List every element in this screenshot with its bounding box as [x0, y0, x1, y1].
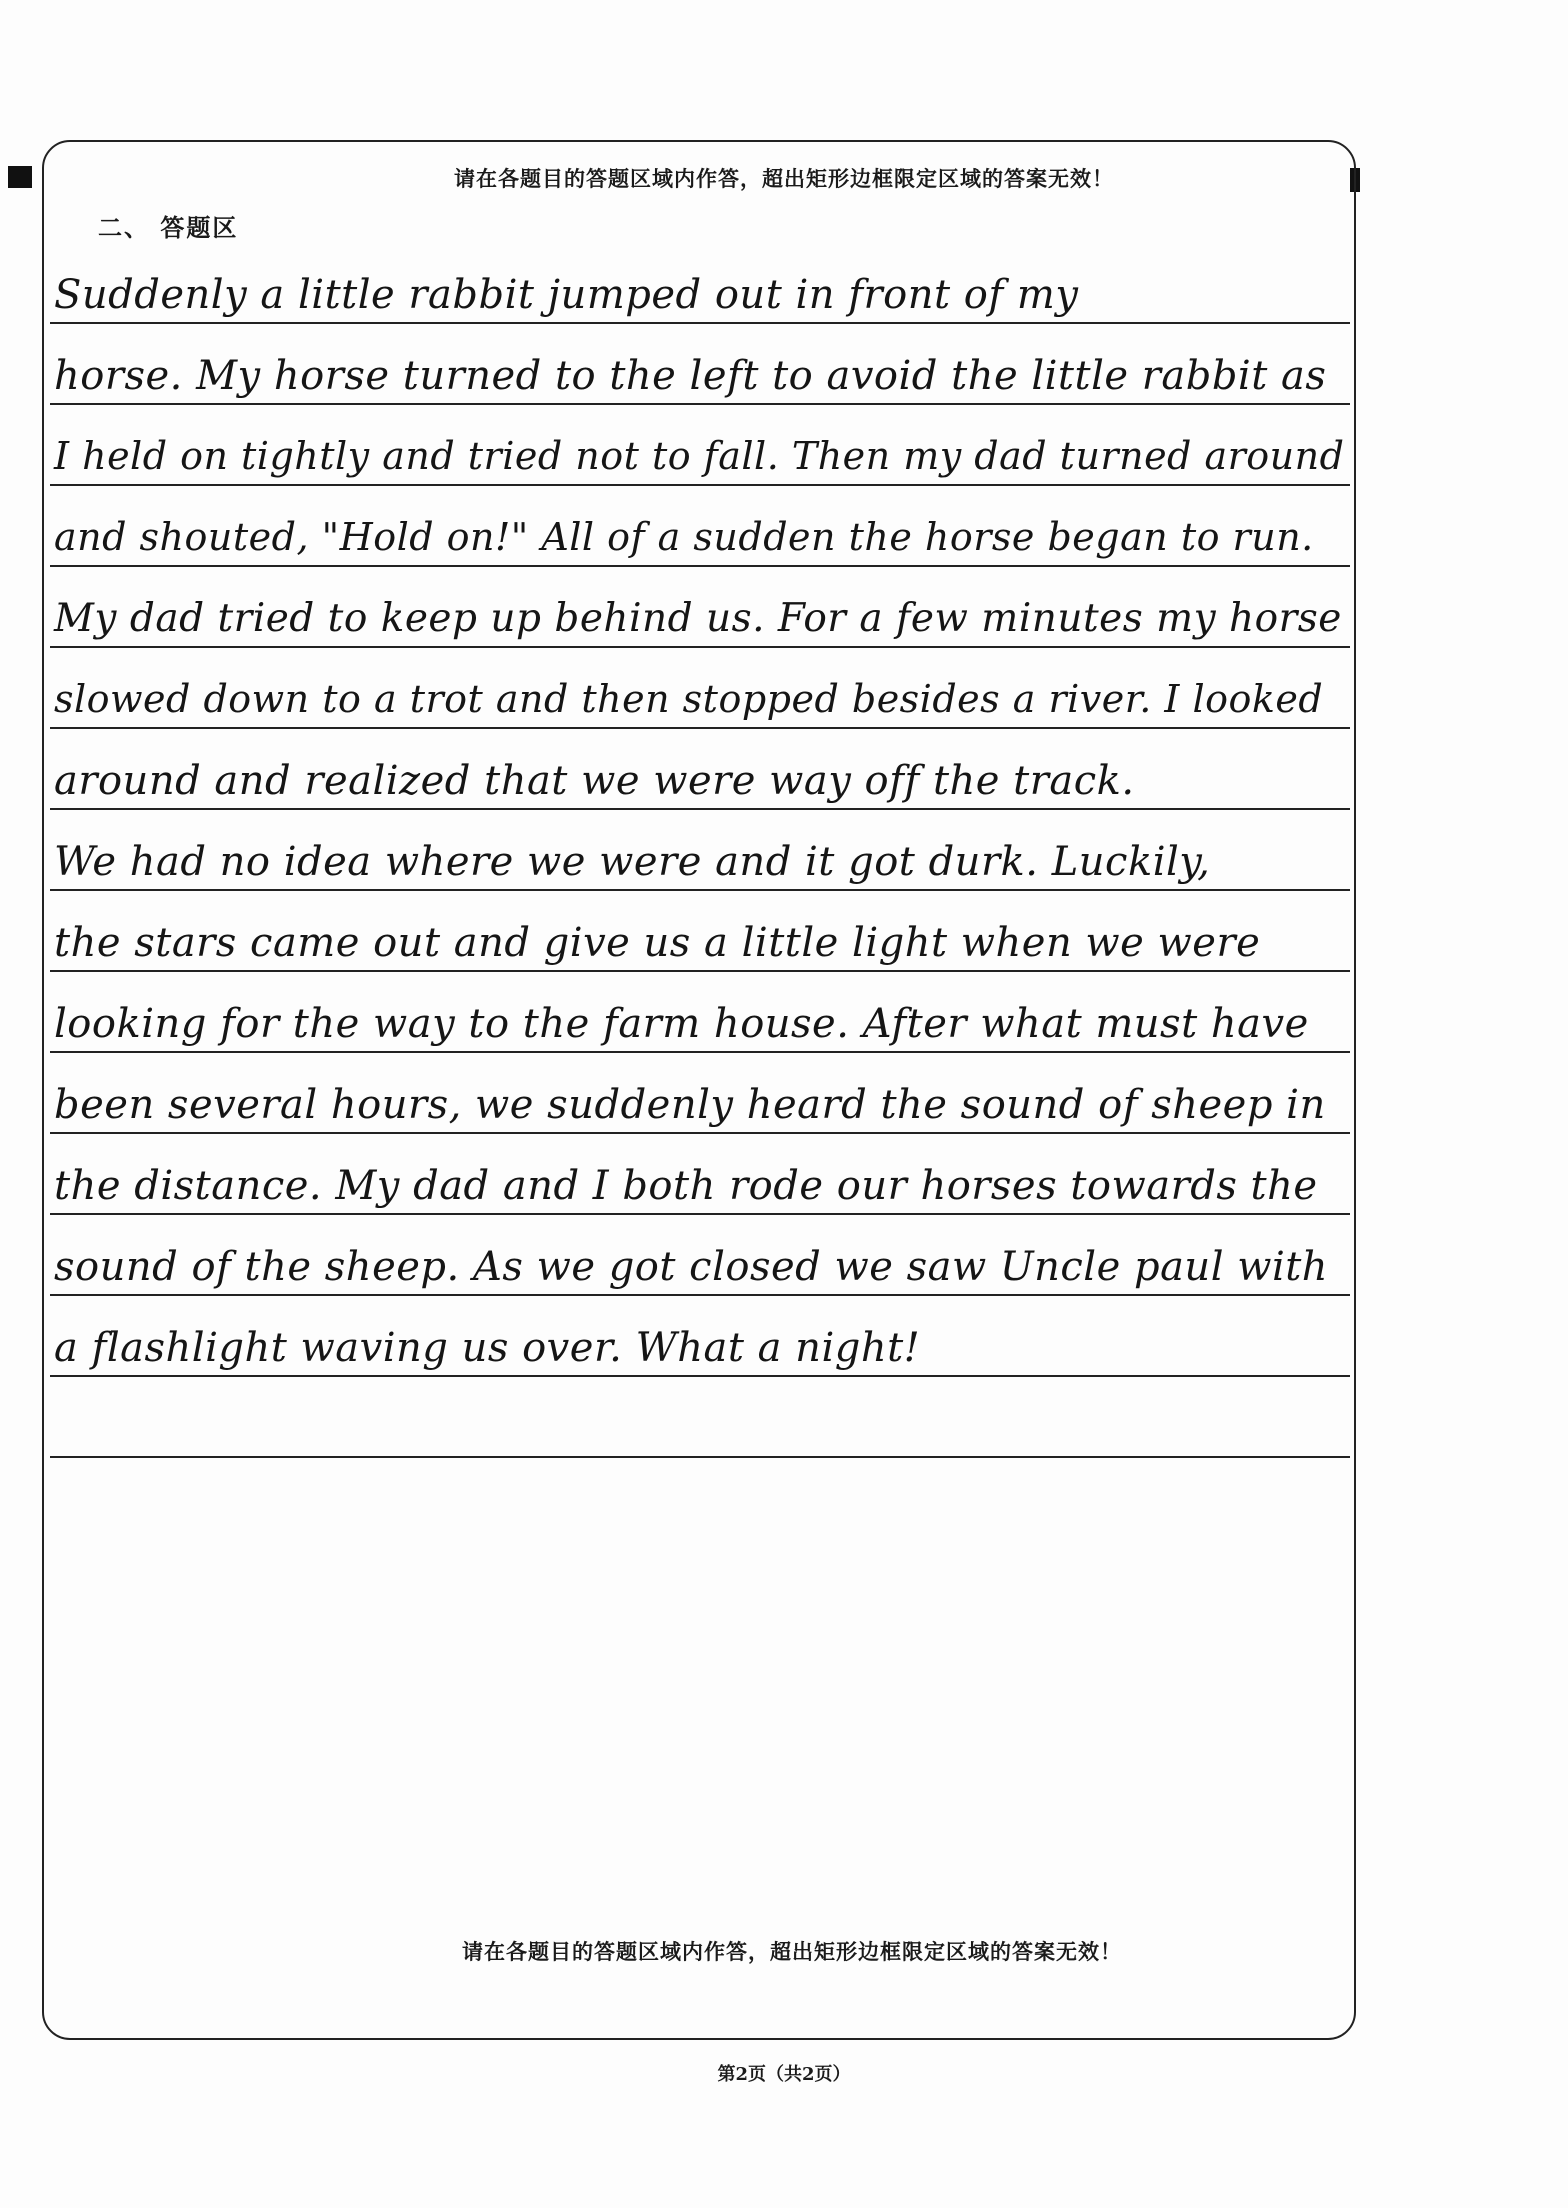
- handwritten-line: slowed down to a trot and then stopped besides a river. I looked: [54, 677, 1324, 721]
- handwritten-line: horse. My horse turned to the left to avoid the little rabbit as: [54, 353, 1327, 399]
- ruled-line: [50, 484, 1350, 486]
- ruled-line: [50, 1375, 1350, 1377]
- section-title: 二、 答题区: [98, 213, 239, 242]
- ruled-line: [50, 1132, 1350, 1134]
- handwritten-line: I held on tightly and tried not to fall. Then my dad turned around: [54, 434, 1345, 478]
- handwritten-line: the distance. My dad and I both rode our horses towards the: [54, 1163, 1318, 1209]
- ruled-line: [50, 646, 1350, 648]
- handwritten-line: Suddenly a little rabbit jumped out in front of my: [54, 272, 1079, 318]
- handwritten-line: the stars came out and give us a little light when we were: [54, 920, 1261, 966]
- ruled-line: [50, 322, 1350, 324]
- ruled-line: [50, 727, 1350, 729]
- ruled-line: [50, 889, 1350, 891]
- handwritten-line: looking for the way to the farm house. After what must have: [54, 1001, 1309, 1047]
- footer-notice: 请在各题目的答题区域内作答，超出矩形边框限定区域的答案无效！: [462, 1939, 1122, 1964]
- handwritten-line: We had no idea where we were and it got durk. Luckily,: [54, 839, 1211, 885]
- ruled-line: [50, 1051, 1350, 1053]
- handwritten-line: sound of the sheep. As we got closed we saw Uncle paul with: [54, 1244, 1329, 1290]
- ruled-line: [50, 808, 1350, 810]
- ruled-line: [50, 970, 1350, 972]
- handwritten-line: a flashlight waving us over. What a night!: [54, 1325, 921, 1371]
- ruled-line: [50, 1294, 1350, 1296]
- page-number: 第2页（共2页）: [717, 2064, 851, 2085]
- ruled-line: [50, 565, 1350, 567]
- handwritten-line: and shouted, "Hold on!" All of a sudden the horse began to run.: [54, 515, 1314, 559]
- ruled-line: [50, 1456, 1350, 1458]
- handwritten-line: My dad tried to keep up behind us. For a few minutes my horse: [54, 596, 1342, 641]
- header-notice: 请在各题目的答题区域内作答，超出矩形边框限定区域的答案无效！: [454, 166, 1114, 191]
- ruled-line: [50, 403, 1350, 405]
- handwritten-line: around and realized that we were way off the track.: [54, 758, 1135, 804]
- ruled-line: [50, 1213, 1350, 1215]
- handwritten-line: been several hours, we suddenly heard the sound of sheep in: [54, 1082, 1326, 1128]
